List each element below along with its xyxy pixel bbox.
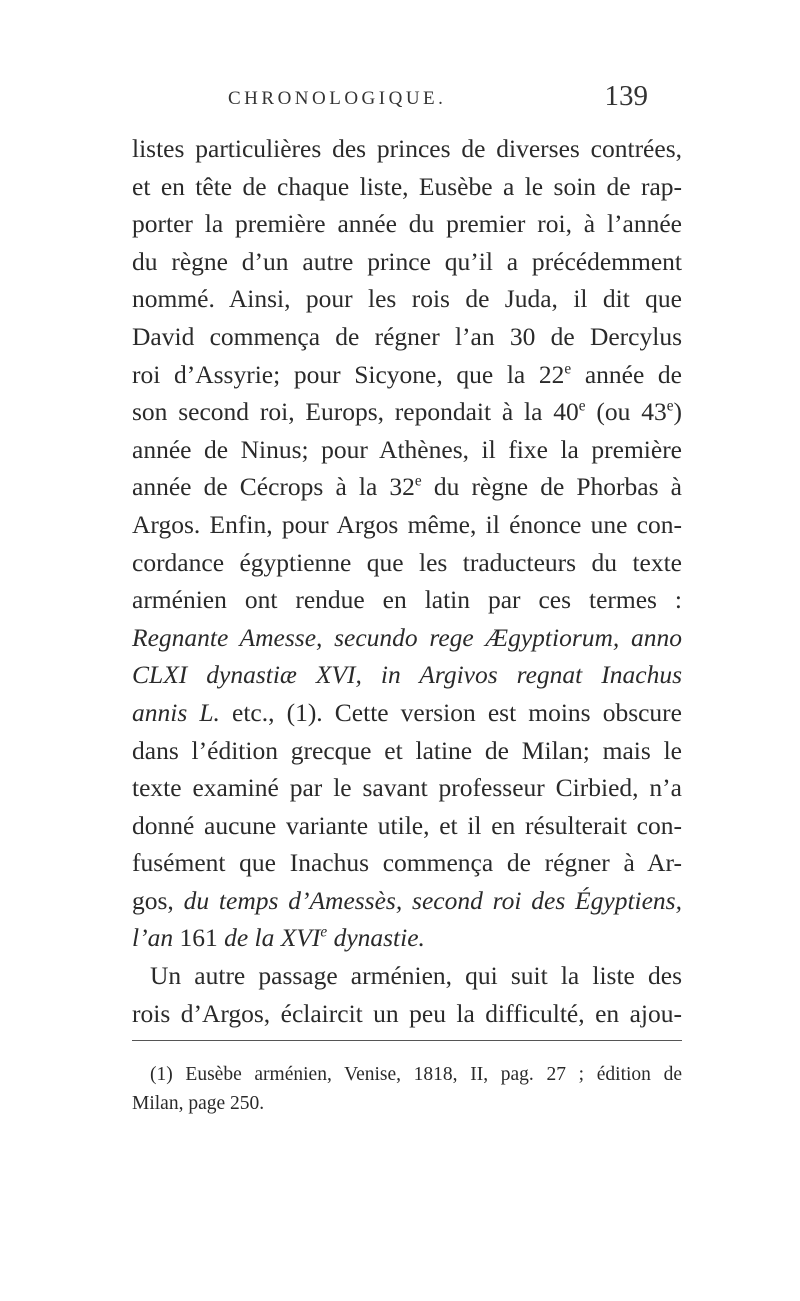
running-title: CHRONOLOGIQUE. (228, 88, 447, 109)
text-line: listes particulières des princes de diverses contrées, (132, 134, 682, 163)
footnote-line: Milan, page 250. (132, 1093, 265, 1114)
latin-quote-segment: annis L. (132, 697, 220, 727)
superscript: e (414, 472, 422, 490)
text-line (132, 356, 682, 394)
text-line: cordance égyptienne que les traducteurs du texte (132, 547, 682, 577)
text-segment: son second roi, Europs, repondait à la 40 (132, 397, 579, 427)
italic-segment: dynastie. (327, 923, 425, 953)
text-line (132, 393, 682, 431)
text-line: dans l’édition grecque et latine de Milan; mais le (132, 735, 682, 765)
text-line: texte examiné par le savant professeur Cirbied, n’a (132, 773, 682, 803)
superscript: e (666, 397, 674, 415)
text-line: arménien ont rendue en latin par ces termes : (132, 585, 682, 615)
superscript: e (320, 923, 328, 941)
text-line: David commença de régner l’an 30 de Dercylus (132, 321, 682, 351)
text-line (132, 694, 682, 732)
text-segment: (ou 43 (585, 397, 667, 427)
superscript: e (578, 397, 586, 415)
text-line: donné aucune variante utile, et il en résulterait con- (132, 810, 682, 840)
text-segment: ) (673, 397, 682, 427)
text-line: du règne d’un autre prince qu’il a précédemment (132, 246, 682, 276)
text-segment: année de (571, 359, 682, 389)
running-head (228, 80, 648, 120)
italic-segment: de la XVI (224, 923, 321, 953)
text-segment: année de Cécrops à la 32 (132, 472, 415, 502)
footnote-divider (132, 1040, 682, 1041)
paragraph-start-line: Un autre passage arménien, qui suit la liste des (150, 961, 682, 991)
text-line: porter la première année du premier roi, à l’année (132, 209, 682, 239)
text-segment: roi d’Assyrie; pour Sicyone, que la 22 (132, 359, 565, 389)
latin-quote-line: Regnante Amesse, secundo rege Ægyptiorum, anno (132, 622, 682, 652)
footnote-line: (1) Eusèbe arménien, Venise, 1818, II, pag. 27 ; édition de (150, 1064, 682, 1085)
text-line: et en tête de chaque liste, Eusèbe a le soin de rap- (132, 171, 682, 201)
superscript: e (564, 360, 572, 378)
italic-segment: du temps d’Amessès, second roi des Égyptiens, (183, 885, 682, 915)
text-line: année de Ninus; pour Athènes, il fixe la première (132, 434, 682, 464)
footnote (132, 1060, 682, 1118)
text-segment: du règne de Phorbas à (421, 472, 682, 502)
text-line (132, 468, 682, 506)
text-line: nommé. Ainsi, pour les rois de Juda, il dit que (132, 284, 682, 314)
text-line (132, 919, 682, 957)
text-segment: gos, (132, 885, 184, 915)
text-line (132, 882, 682, 920)
text-segment: etc., (1). Cette version est moins obscure (219, 697, 682, 727)
text-line: rois d’Argos, éclaircit un peu la difficulté, en ajou- (132, 998, 682, 1028)
italic-segment: l’an (132, 923, 174, 953)
text-segment: 161 (173, 923, 225, 953)
text-line: fusément que Inachus commença de régner à Ar- (132, 848, 682, 878)
main-text (132, 130, 682, 1032)
text-line: Argos. Enfin, pour Argos même, il énonce une con- (132, 509, 682, 539)
page-number: 139 (604, 80, 648, 112)
latin-quote-line: CLXI dynastiæ XVI, in Argivos regnat Inachus (132, 660, 682, 690)
